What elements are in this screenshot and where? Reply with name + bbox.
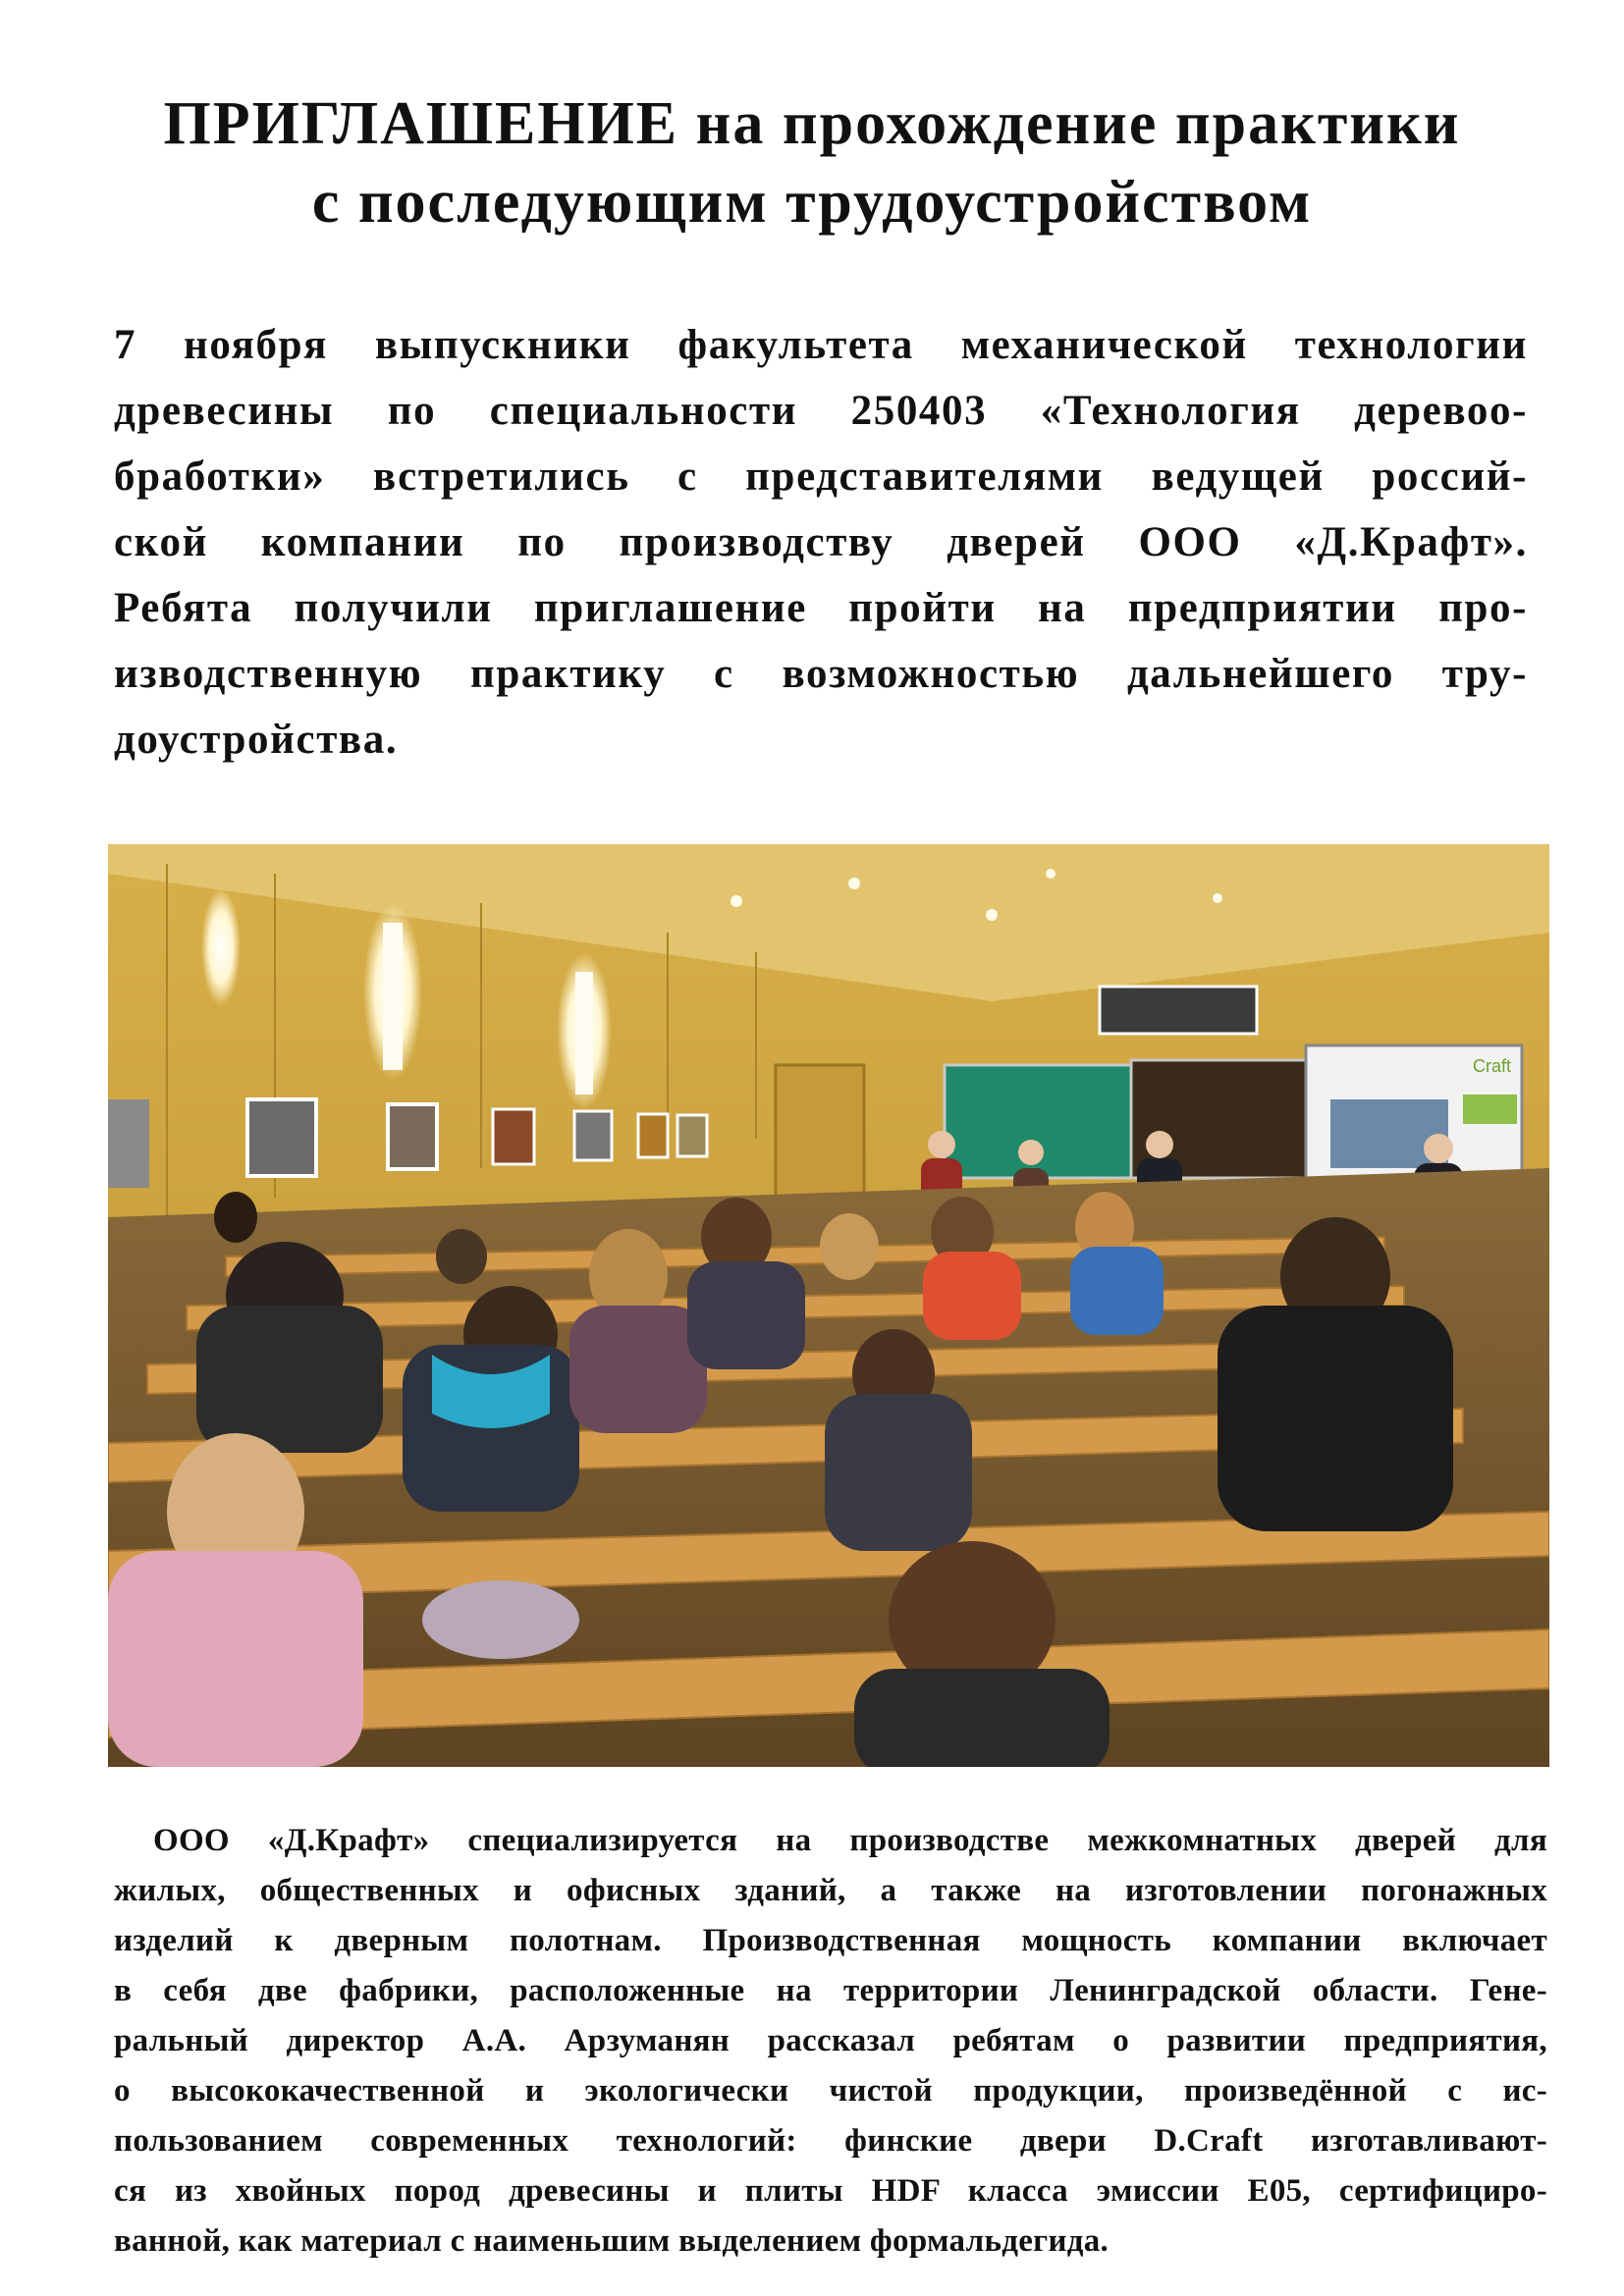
photo-illustration xyxy=(108,844,1549,1767)
lead-line: изводственную практику с возможностью дальнейшего тру- xyxy=(114,651,1528,697)
body-paragraph xyxy=(114,1816,1547,2267)
body-line: ральный директор А.А. Арзуманян рассказал ребятам о развитии предприятия, xyxy=(114,2023,1547,2058)
body-line: ванной, как материал с наименьшим выделением формальдегида. xyxy=(114,2223,1110,2259)
body-line: жилых, общественных и офисных зданий, а также на изготовлении погонажных xyxy=(114,1873,1547,1908)
body-line: ООО «Д.Крафт» специализируется на производстве межкомнатных дверей для xyxy=(153,1823,1547,1858)
body-line: ся из хвойных пород древесины и плиты HDF класса эмиссии Е05, сертифициро- xyxy=(114,2173,1547,2209)
body-line: о высококачественной и экологически чистой продукции, произведённой с ис- xyxy=(114,2073,1547,2109)
lead-line: 7 ноября выпускники факультета механической технологии xyxy=(114,322,1528,368)
body-line: изделий к дверным полотнам. Производственная мощность компании включает xyxy=(114,1923,1547,1958)
body-line: пользованием современных технологий: финские двери D.Craft изготавливают- xyxy=(114,2123,1547,2159)
title-line-1: ПРИГЛАШЕНИЕ на прохождение практики xyxy=(163,90,1461,157)
lead-line: бработки» встретились с представителями ведущей россий- xyxy=(114,454,1528,500)
lead-line: доустройства. xyxy=(114,717,399,763)
lead-line: древесины по специальности 250403 «Технология деревоо- xyxy=(114,388,1528,434)
lead-paragraph xyxy=(114,312,1528,773)
lecture-hall-photo xyxy=(108,844,1549,1767)
body-line: в себя две фабрики, расположенные на территории Ленинградской области. Гене- xyxy=(114,1973,1547,2008)
title-line-2: с последующим трудоустройством xyxy=(311,169,1313,236)
screen-logo-text: Craft xyxy=(1473,1056,1512,1076)
page-title xyxy=(108,84,1516,241)
lead-line: ской компании по производству дверей ООО «Д.Крафт». xyxy=(114,519,1528,565)
lead-line: Ребята получили приглашение пройти на предприятии про- xyxy=(114,585,1528,631)
